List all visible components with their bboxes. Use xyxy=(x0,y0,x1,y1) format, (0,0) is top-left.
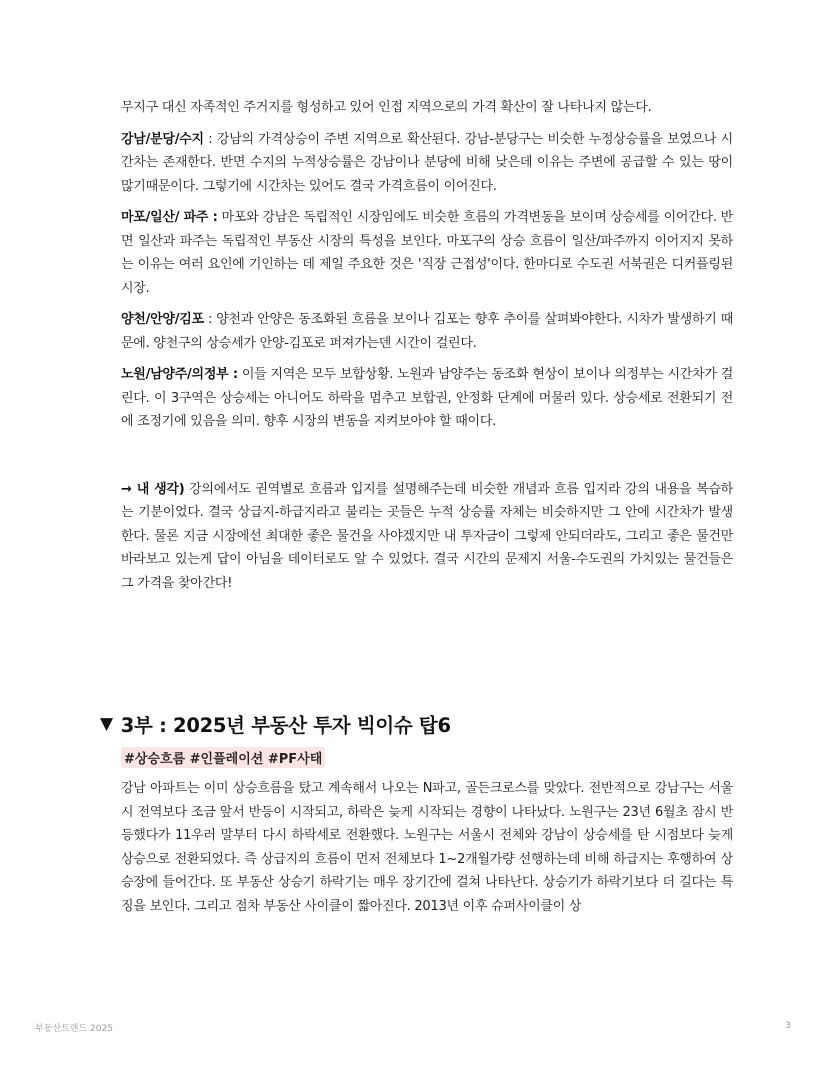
paragraph-text: 무지구 대신 자족적인 주거지를 형성하고 있어 인접 지역으로의 가격 확산이 잘 나타나지 않는다. xyxy=(121,100,652,115)
spacer xyxy=(121,442,733,478)
hashtag-highlight: #상승흐름 #인플레이션 #PF사태 xyxy=(121,747,325,768)
page-number: 3 xyxy=(785,1021,791,1031)
section-heading-toggle[interactable] xyxy=(100,710,451,738)
section-title: 3부 : 2025년 부동산 투자 빅이슈 탑6 xyxy=(120,714,451,737)
region-label: 강남/분당/수지 xyxy=(121,131,204,147)
paragraph-nowon xyxy=(121,363,733,434)
paragraph-text: 강의에서도 권역별로 흐름과 입지를 설명해주는데 비슷한 개념과 흐름 입지라 강의 내용을 복습하는 기분이었다. 결국 상급지-하급지라고 불리는 곳들은 누적 상승률 자체는 비슷하지만 그 안에 시간차가 발생한다. 물론 지금 시장에선 최대한 좋은 물건을 사야겠지만 내 투자금이 그렇제 안되더라도, 그리고 좋은 물건만 바라보고 있는게 답이 아님을 데이터로도 알 수 있었다. 결국 시간의 문제지 서울-수도권의 가치있는 물건들은 그 가격을 찾아간다! xyxy=(121,481,733,591)
section-body xyxy=(121,777,733,926)
paragraph-text: : 양천과 안양은 동조화된 흐름을 보이나 김포는 향후 추이를 살펴봐야한다. 시차가 발생하기 때문에. 양천구의 상승세가 안양-김포로 퍼져가는덴 시간이 걸린다. xyxy=(121,312,733,351)
region-label: 양천/안양/김포 xyxy=(121,312,204,327)
paragraph-text: 마포와 강남은 독립적인 시장임에도 비슷한 흐름의 가격변동을 보이며 상승세를 이어간다. 반면 일산과 파주는 독립적인 부동산 시장의 특성을 보인다. 마포구의 상승 흐름이 일산/파주까지 이어지지 못하는 이유는 여러 요인에 기인하는 데 제일 주요한 것은 '직장 근접성'이다. 한마디로 수도권 서북권은 디커플링된 시장. xyxy=(121,210,733,296)
paragraph-text: : 강남의 가격상승이 주변 지역으로 확산된다. 강남-분당구는 비슷한 누정상승률을 보였으나 시간차는 존재한다. 반면 수지의 누적상승률은 강남이나 분당에 비해 낮은데 이유는 주변에 공급할 수 있는 땅이 많기때문이다. 그렇기에 시간차는 있어도 결국 가격흐름이 이어진다. xyxy=(121,131,733,194)
paragraph-gangnam xyxy=(121,128,733,199)
paragraph-my-thoughts xyxy=(121,478,733,596)
thought-label: → 내 생각) xyxy=(121,481,185,497)
toggle-triangle-icon[interactable]: ▼ xyxy=(100,714,113,734)
region-label: 마포/일산/ 파주 : xyxy=(121,210,218,225)
region-label: 노원/남양주/의정부 : xyxy=(121,367,238,382)
paragraph-mapo xyxy=(121,206,733,300)
paragraph-text: 이들 지역은 모두 보합상황. 노원과 남양주는 동조화 현상이 보이나 의정부는 시간차가 걸린다. 이 3구역은 상승세는 아니어도 하락을 멈추고 보합권, 안정화 단계에 머물러 있다. 상승세로 전환되기 전에 조정기에 있음을 의미. 향후 시장의 변동을 지켜보아야 할 때이다. xyxy=(121,367,734,429)
paragraph-section-text: 강남 아파트는 이미 상승흐름을 탔고 계속해서 나오는 N파고, 골든크로스를 맞았다. 전반적으로 강남구는 서울시 전역보다 조금 앞서 반등이 시작되고, 하락은 늦게 시작되는 경향이 나타났다. 노원구는 23년 6월초 잠시 반등했다가 11우러 말부터 다시 하락세로 전환했다. 노원구는 서울시 전체와 강남이 상승세를 탄 시점보다 늦게 상승으로 전환되었다. 즉 상급지의 흐름이 먼저 전체보다 1~2개월가량 선행하는데 비해 하급지는 후행하여 상승장에 들어간다. 또 부동산 상승기 하락기는 매우 장기간에 걸쳐 나타난다. 상승기가 하락기보다 더 길다는 특징을 보인다. 그리고 점차 부동산 사이클이 짧아진다. 2013년 이후 슈퍼사이클이 상 xyxy=(121,781,733,914)
document-body xyxy=(121,96,733,603)
paragraph-yangcheon xyxy=(121,308,733,355)
footer-title: 부동산트렌드 2025 xyxy=(35,1024,113,1034)
paragraph-intro xyxy=(121,96,733,120)
